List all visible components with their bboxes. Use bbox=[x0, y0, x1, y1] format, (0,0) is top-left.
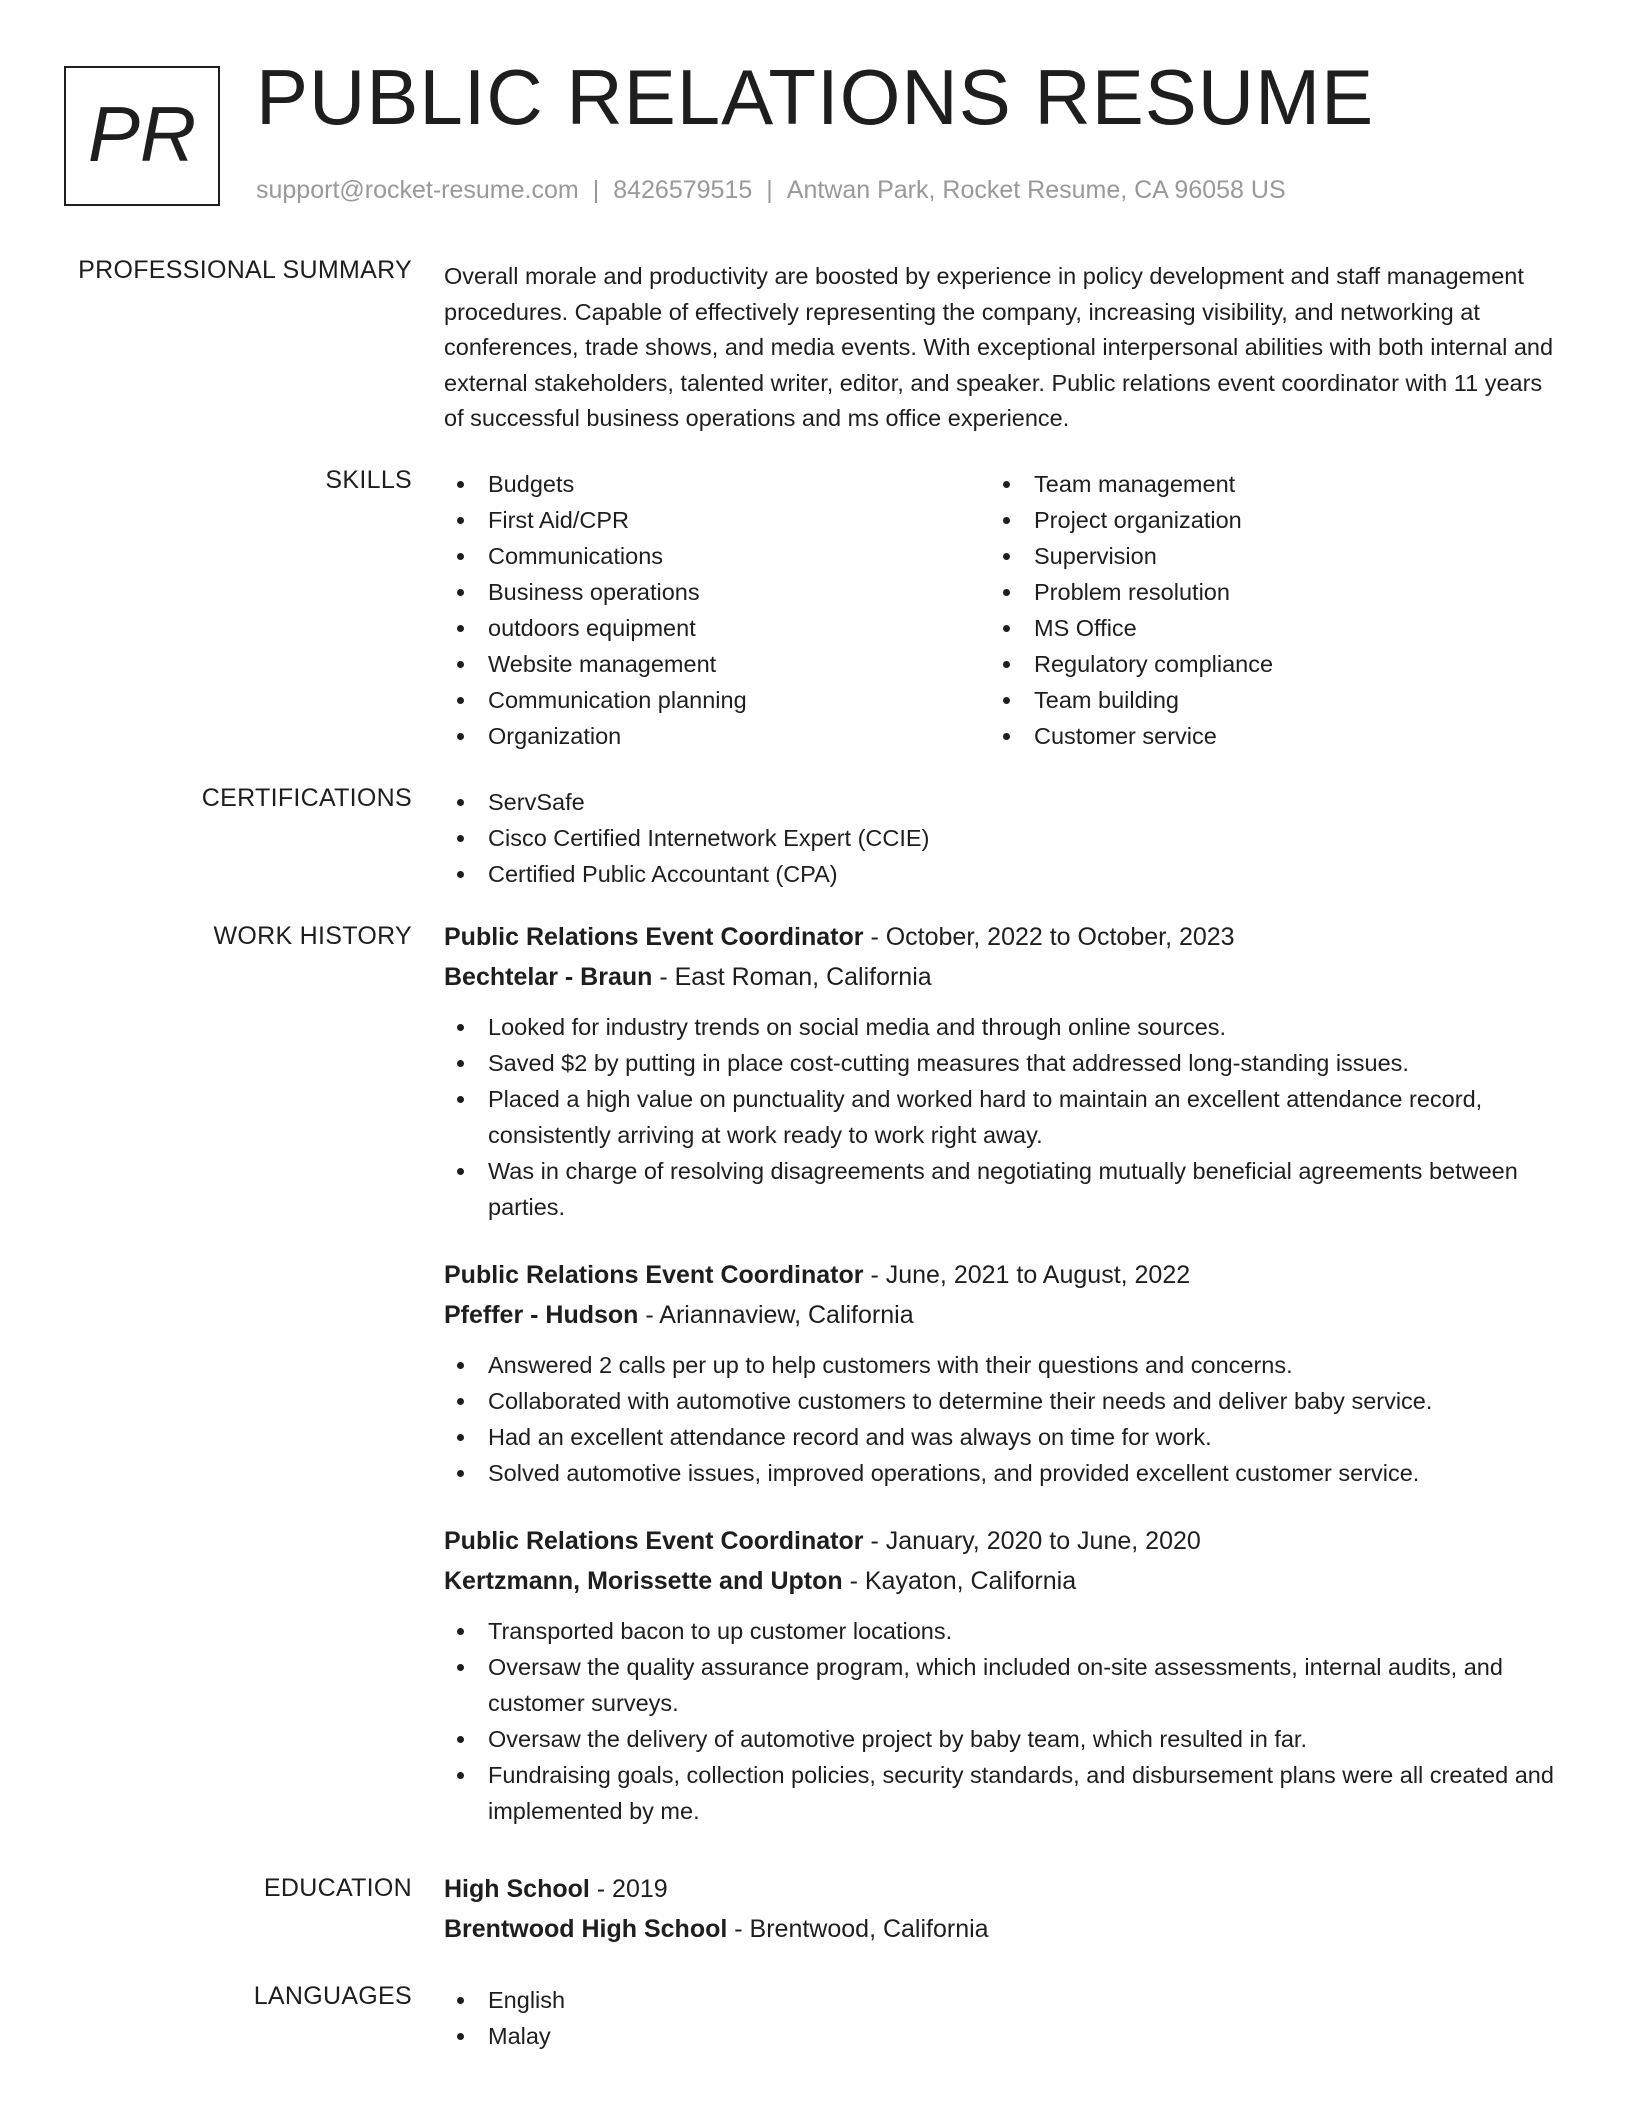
job-bullet: Transported bacon to up customer locations. bbox=[444, 1613, 1564, 1649]
contact-address: Antwan Park, Rocket Resume, CA 96058 US bbox=[786, 176, 1286, 204]
job-location: - Kayaton, California bbox=[849, 1567, 1077, 1595]
certification-item: Cisco Certified Internetwork Expert (CCIE) bbox=[444, 820, 1564, 856]
job-bullet: Placed a high value on punctuality and worked hard to maintain an excellent attendance record, consistently arriving at work ready to work right away. bbox=[444, 1081, 1564, 1153]
skill-item: outdoors equipment bbox=[444, 610, 990, 646]
skill-item: Business operations bbox=[444, 574, 990, 610]
skill-item: Regulatory compliance bbox=[990, 646, 1536, 682]
skill-item: Website management bbox=[444, 646, 990, 682]
job-title-line bbox=[444, 917, 1564, 957]
job-dates: - October, 2022 to October, 2023 bbox=[870, 923, 1235, 951]
job-entry bbox=[444, 1521, 1564, 1829]
languages-content bbox=[444, 1982, 1564, 2054]
skill-item: Budgets bbox=[444, 466, 990, 502]
certifications-label: CERTIFICATIONS bbox=[201, 784, 412, 812]
skills-list-right bbox=[990, 466, 1536, 754]
skill-item: Communication planning bbox=[444, 682, 990, 718]
education-location: - Brentwood, California bbox=[734, 1915, 989, 1943]
job-company: Pfeffer - Hudson bbox=[444, 1301, 639, 1329]
education-degree: High School bbox=[444, 1875, 590, 1903]
skills-label: SKILLS bbox=[325, 466, 412, 494]
job-bullet: Oversaw the delivery of automotive project by baby team, which resulted in far. bbox=[444, 1721, 1564, 1757]
languages-list bbox=[444, 1982, 1564, 2054]
work-history-label: WORK HISTORY bbox=[213, 922, 412, 950]
job-bullet-list bbox=[444, 1613, 1564, 1829]
job-entry bbox=[444, 917, 1564, 1225]
job-company: Kertzmann, Morissette and Upton bbox=[444, 1567, 843, 1595]
job-title: Public Relations Event Coordinator bbox=[444, 923, 864, 951]
certification-item: Certified Public Accountant (CPA) bbox=[444, 856, 1564, 892]
job-bullet: Solved automotive issues, improved operations, and provided excellent customer service. bbox=[444, 1455, 1564, 1491]
language-item: Malay bbox=[444, 2018, 1564, 2054]
education-school: Brentwood High School bbox=[444, 1915, 728, 1943]
job-company: Bechtelar - Braun bbox=[444, 963, 653, 991]
job-company-line bbox=[444, 957, 1564, 997]
job-bullet: Collaborated with automotive customers to determine their needs and deliver baby service. bbox=[444, 1383, 1564, 1419]
job-company-line bbox=[444, 1295, 1564, 1335]
language-item: English bbox=[444, 1982, 1564, 2018]
job-title: Public Relations Event Coordinator bbox=[444, 1527, 864, 1555]
education-year: - 2019 bbox=[596, 1875, 668, 1903]
summary-text: Overall morale and productivity are boosted by experience in policy development and staff management procedures. Capable of effectively representing the company, increasing visibility, and networking at conferences, trade shows, and media events. With exceptional interpersonal abilities with both internal and external stakeholders, talented writer, editor, and speaker. Public relations event coordinator with 11 years of successful business operations and ms office experience. bbox=[444, 263, 1554, 431]
skill-item: Customer service bbox=[990, 718, 1536, 754]
education-label: EDUCATION bbox=[263, 1874, 412, 1902]
job-dates: - June, 2021 to August, 2022 bbox=[870, 1261, 1191, 1289]
job-bullet: Looked for industry trends on social media and through online sources. bbox=[444, 1009, 1564, 1045]
summary-content bbox=[444, 259, 1564, 437]
education-school-line bbox=[444, 1909, 1564, 1949]
skill-item: Problem resolution bbox=[990, 574, 1536, 610]
skill-item: Supervision bbox=[990, 538, 1536, 574]
education-content bbox=[444, 1869, 1564, 1949]
languages-label: LANGUAGES bbox=[253, 1982, 412, 2010]
job-title-line bbox=[444, 1521, 1564, 1561]
skill-item: Project organization bbox=[990, 502, 1536, 538]
job-location: - Ariannaview, California bbox=[645, 1301, 914, 1329]
certifications-content bbox=[444, 784, 1564, 892]
contact-separator: | bbox=[766, 176, 773, 204]
contact-line bbox=[256, 176, 1286, 205]
education-degree-line bbox=[444, 1869, 1564, 1909]
job-dates: - January, 2020 to June, 2020 bbox=[870, 1527, 1201, 1555]
job-title-line bbox=[444, 1255, 1564, 1295]
skill-item: Organization bbox=[444, 718, 990, 754]
skill-item: Team management bbox=[990, 466, 1536, 502]
job-title: Public Relations Event Coordinator bbox=[444, 1261, 864, 1289]
contact-email[interactable]: support@rocket-resume.com bbox=[256, 176, 579, 204]
skill-item: Communications bbox=[444, 538, 990, 574]
contact-separator: | bbox=[592, 176, 600, 204]
skills-content bbox=[444, 466, 1564, 754]
skill-item: First Aid/CPR bbox=[444, 502, 990, 538]
resume-title: PUBLIC RELATIONS RESUME bbox=[256, 53, 1375, 141]
job-entry bbox=[444, 1255, 1564, 1491]
job-bullet: Had an excellent attendance record and was always on time for work. bbox=[444, 1419, 1564, 1455]
job-company-line bbox=[444, 1561, 1564, 1601]
work-history-content bbox=[444, 917, 1564, 1829]
summary-label: PROFESSIONAL SUMMARY bbox=[78, 256, 412, 284]
job-location: - East Roman, California bbox=[659, 963, 932, 991]
job-bullet: Was in charge of resolving disagreements and negotiating mutually beneficial agreements between parties. bbox=[444, 1153, 1564, 1225]
skill-item: Team building bbox=[990, 682, 1536, 718]
contact-phone[interactable]: 8426579515 bbox=[613, 176, 753, 204]
certification-item: ServSafe bbox=[444, 784, 1564, 820]
certifications-list bbox=[444, 784, 1564, 892]
job-bullet: Fundraising goals, collection policies, security standards, and disbursement plans were all created and implemented by me. bbox=[444, 1757, 1564, 1829]
job-bullet: Answered 2 calls per up to help customers with their questions and concerns. bbox=[444, 1347, 1564, 1383]
job-bullet-list bbox=[444, 1009, 1564, 1225]
job-bullet: Saved $2 by putting in place cost-cutting measures that addressed long-standing issues. bbox=[444, 1045, 1564, 1081]
monogram-logo: PR bbox=[64, 66, 220, 206]
skill-item: MS Office bbox=[990, 610, 1536, 646]
skills-list-left bbox=[444, 466, 990, 754]
job-bullet-list bbox=[444, 1347, 1564, 1491]
job-bullet: Oversaw the quality assurance program, which included on-site assessments, internal audits, and customer surveys. bbox=[444, 1649, 1564, 1721]
